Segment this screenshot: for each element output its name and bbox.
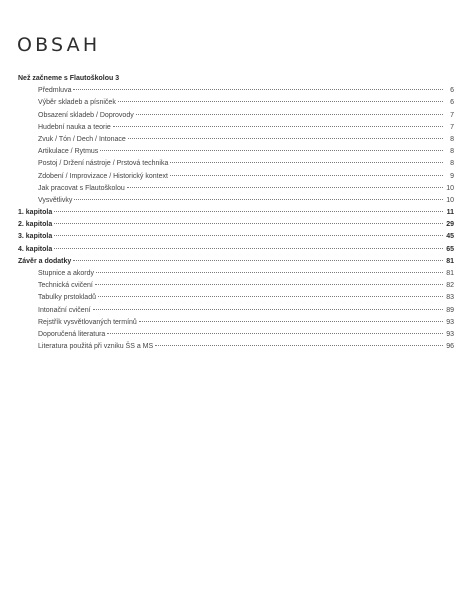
toc-subsection-entry [18, 329, 454, 341]
toc-page-number: 93 [446, 330, 454, 338]
dot-leader [73, 89, 443, 90]
toc-page-number: 65 [446, 245, 454, 253]
toc-subsection-entry [18, 171, 454, 183]
toc-entry-label: 1. kapitola [18, 209, 53, 217]
dot-leader [73, 260, 443, 261]
toc-page-number: 6 [450, 87, 454, 95]
dot-leader [170, 162, 443, 163]
toc-entry-label: Závěr a dodatky [18, 257, 72, 265]
toc-section-entry [18, 219, 454, 231]
toc-subsection-entry [18, 280, 454, 292]
toc-page-number: 11 [446, 209, 454, 217]
toc-subsection-entry [18, 195, 454, 207]
toc-page-number: 82 [446, 282, 454, 290]
toc-section-entry [18, 73, 454, 85]
dot-leader [54, 235, 443, 236]
toc-subsection-entry [18, 268, 454, 280]
toc-section-entry [18, 244, 454, 256]
toc-page-number: 8 [450, 148, 454, 156]
toc-page-number: 96 [446, 343, 454, 351]
dot-leader [98, 296, 443, 297]
toc-entry-label: Předmluva [38, 87, 72, 95]
toc-entry-label: Doporučená literatura [38, 330, 106, 338]
dot-leader [128, 138, 443, 139]
toc-page-number: 8 [450, 135, 454, 143]
toc-section-entry [18, 256, 454, 268]
dot-leader [136, 114, 443, 115]
dot-leader [100, 150, 443, 151]
toc-entry-label: Hudební nauka a teorie [38, 123, 111, 131]
toc-subsection-entry [18, 146, 454, 158]
table-of-contents [18, 73, 454, 353]
toc-entry-label: Jak pracovat s Flautoškolou [38, 184, 125, 192]
dot-leader [93, 309, 443, 310]
dot-leader [54, 223, 443, 224]
dot-leader [95, 284, 443, 285]
dot-leader [96, 272, 443, 273]
toc-entry-label: Zdobení / Improvizace / Historický kontext [38, 172, 168, 180]
toc-page-number: 10 [446, 184, 454, 192]
toc-page-number: 45 [446, 233, 454, 241]
toc-entry-label: Technická cvičení [38, 282, 93, 290]
toc-subsection-entry [18, 158, 454, 170]
toc-page-number: 7 [450, 111, 454, 119]
toc-page-number: 9 [450, 172, 454, 180]
toc-entry-label: Než začneme s Flautoškolou 3 [18, 75, 120, 82]
toc-subsection-entry [18, 97, 454, 109]
toc-page-number: 8 [450, 160, 454, 168]
toc-entry-label: Zvuk / Tón / Dech / Intonace [38, 135, 126, 143]
dot-leader [54, 248, 443, 249]
toc-entry-label: Výběr skladeb a písniček [38, 99, 116, 107]
toc-entry-label: Stupnice a akordy [38, 270, 95, 277]
dot-leader [139, 321, 443, 322]
toc-entry-label: Artikulace / Rytmus [38, 148, 99, 156]
toc-page-number: 7 [450, 123, 454, 131]
toc-subsection-entry [18, 85, 454, 97]
dot-leader [170, 175, 443, 176]
toc-page-number: 83 [446, 294, 454, 302]
toc-entry-label: Tabulky prstokladů [38, 294, 96, 302]
toc-entry-label: 2. kapitola [18, 221, 53, 229]
toc-entry-label: 4. kapitola [18, 245, 53, 253]
toc-page-number: 93 [446, 318, 454, 326]
toc-section-entry [18, 231, 454, 243]
toc-subsection-entry [18, 134, 454, 146]
toc-page-number: 10 [446, 196, 454, 204]
toc-entry-label: Literatura použitá při vzniku ŠS a MS [38, 343, 154, 351]
dot-leader [118, 101, 443, 102]
dot-leader [155, 345, 443, 346]
toc-subsection-entry [18, 292, 454, 304]
toc-subsection-entry [18, 317, 454, 329]
toc-subsection-entry [18, 305, 454, 317]
toc-page-number: 89 [446, 306, 454, 314]
toc-entry-label: Vysvětlivky [38, 196, 73, 204]
dot-leader [127, 187, 443, 188]
toc-entry-label: Intonační cvičení [38, 306, 91, 314]
toc-subsection-entry [18, 122, 454, 134]
dot-leader [113, 126, 443, 127]
dot-leader [54, 211, 443, 212]
dot-leader [107, 333, 443, 334]
toc-section-entry [18, 207, 454, 219]
toc-entry-label: Obsazení skladeb / Doprovody [38, 111, 134, 119]
dot-leader [74, 199, 443, 200]
toc-page-number: 29 [446, 221, 454, 229]
toc-subsection-entry [18, 183, 454, 195]
toc-entry-label: Postoj / Držení nástroje / Prstová technika [38, 160, 169, 168]
toc-entry-label: 3. kapitola [18, 233, 53, 241]
toc-page-number: 81 [446, 270, 454, 277]
toc-subsection-entry [18, 341, 454, 353]
toc-subsection-entry [18, 110, 454, 122]
toc-page-number: 6 [450, 99, 454, 107]
toc-page-number: 81 [446, 257, 454, 265]
page-title: OBSAH [17, 34, 101, 56]
toc-entry-label: Rejstřík vysvětlovaných termínů [38, 318, 137, 326]
